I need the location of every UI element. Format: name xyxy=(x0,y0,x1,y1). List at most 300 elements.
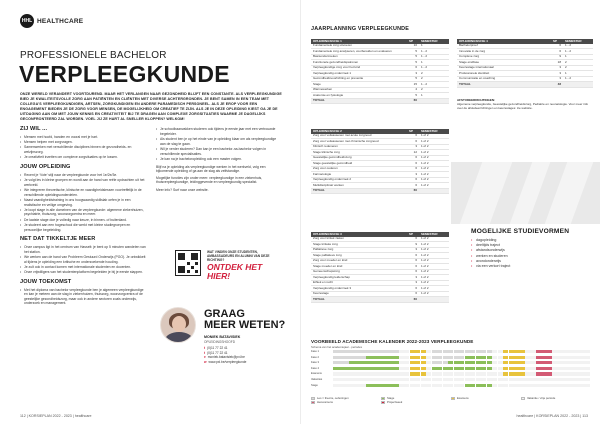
calendar-cell xyxy=(432,356,437,359)
course-semester: 1 of 2 xyxy=(419,166,449,171)
course-credits: 6 xyxy=(407,155,419,160)
list-item: • Je schoolbaanvakken studeren ook tijdens je eerste jaar met een vertrouwde begeleider. xyxy=(156,127,282,136)
course-name: Complexe zorg xyxy=(457,54,551,59)
course-semester: 2 xyxy=(419,87,449,92)
calendar-cell xyxy=(541,384,546,387)
calendar-cell xyxy=(580,356,585,359)
calendar-cell xyxy=(552,367,557,370)
calendar-cell xyxy=(580,372,585,375)
calendar-cell xyxy=(437,384,442,387)
calendar-cell xyxy=(503,356,508,359)
calendar-cell xyxy=(432,350,437,353)
calendar-cell xyxy=(509,372,514,375)
decorative-panel xyxy=(451,162,600,224)
calendar-cell xyxy=(382,378,387,381)
calendar-cell xyxy=(487,356,492,359)
calendar-cell xyxy=(476,367,481,370)
calendar-cell xyxy=(404,350,409,353)
qr-code-icon[interactable] xyxy=(175,250,201,276)
calendar-cell xyxy=(366,361,371,364)
list-item: • Samenwerken met verschillende disciplines binnen de gezondheids- en welzijnszorg. xyxy=(20,145,146,154)
calendar-cell xyxy=(388,361,393,364)
course-name: Stage palliatieve zorg xyxy=(311,253,407,258)
legend-label: Les = theorie, oefeningen xyxy=(317,396,349,400)
calendar-cell xyxy=(448,384,453,387)
calendar-cell xyxy=(344,367,349,370)
calendar-cell xyxy=(492,361,497,364)
calendar-cell xyxy=(454,356,459,359)
calendar-cell xyxy=(410,372,415,375)
course-semester: 2 xyxy=(563,65,593,70)
intro-paragraph: ONZE WERELD VERANDERT VOORTDUREND. MAAR HET VERLANGEN NAAR GEZONDHEID BLIJFT EEN CONSTANTE. ALS VERPLEEGKUNDIGE BIED JE KWALITEITSVOLLE ZORG AAN PATIËNTEN EN CLIËNTEN MET DIVERSE ACHTERGRONDEN. JE BENT SAMEN IN EEN TEAM MET COLLEGA'S VERPLEEGKUNDIGEN, ARTSEN, ZORGKUNDIGEN EN ANDERE PARAMEDISCH PERSONEEL. ALS JE EROP VOOR EEN ENGAGEMENT BIEDEN JE DE ZORG VOOR MENSEN, DE MOGELIJKHEID OM CREATIEF TE ZIJN. ALS JE IN DEZE OPLEIDING KIEST GA JE DE UITDAGING AAN OM MET JOUW KENNIS EN CREATIVITEIT BIJ TE DRAGEN AAN COMPLEXE ZORGSITUATIES WAARME JE DAGELIJKS GECONFRONTEERD ZAL WORDEN. VOEL JIJ ZE HART AL SNELLER KLOPPEN? WELKOM! xyxy=(20,92,282,121)
calendar-cell xyxy=(514,372,519,375)
list-item: • deeltijds traject xyxy=(471,243,595,248)
course-semester: 1 of 2 xyxy=(419,242,449,247)
curriculum-table-phase-1 xyxy=(311,39,449,104)
course-name: Ethiek en recht xyxy=(311,280,407,285)
course-credits: 9 xyxy=(407,242,419,247)
calendar-cell xyxy=(338,378,343,381)
calendar-cell xyxy=(360,361,365,364)
calendar-cell xyxy=(399,356,404,359)
calendar-cell xyxy=(421,372,426,375)
calendar-cell xyxy=(541,372,546,375)
calendar-cell xyxy=(536,350,541,353)
calendar-cell xyxy=(541,361,546,364)
calendar-cell xyxy=(547,350,552,353)
course-name: Gezondheidsvoorlichting en preventie xyxy=(311,76,407,81)
calendar-title: VOORBEELD ACADEMISCHE KALENDER 2022-2023 VERPLEEGKUNDE xyxy=(311,339,474,344)
calendar-cell xyxy=(393,361,398,364)
course-name: Basisonderzoeken xyxy=(311,54,407,59)
calendar-cell xyxy=(410,384,415,387)
calendar-cell xyxy=(459,378,464,381)
calendar-cell xyxy=(558,367,563,370)
calendar-cell xyxy=(415,361,420,364)
curriculum-table-phase-3 xyxy=(311,232,449,303)
table-header-cell: OPLEIDINGSFASE 1 xyxy=(311,39,407,44)
table-total-row xyxy=(311,297,449,302)
calendar-cell xyxy=(349,356,354,359)
calendar-cell xyxy=(333,361,338,364)
calendar-cell xyxy=(558,361,563,364)
course-name: Warmewerken xyxy=(311,87,407,92)
afstudeer-block xyxy=(457,98,593,110)
calendar-row-label: Fase 4 xyxy=(311,366,319,370)
calendar-cell xyxy=(580,367,585,370)
calendar-cell xyxy=(525,378,530,381)
calendar-cell xyxy=(585,367,590,370)
course-credits: 10 xyxy=(407,44,419,49)
calendar-cell xyxy=(465,367,470,370)
total-label: TOTAAL xyxy=(311,297,407,302)
course-credits: 3 xyxy=(407,144,419,149)
callout-cta[interactable]: ONTDEK HET HIER! xyxy=(207,262,263,281)
calendar-cell xyxy=(443,350,448,353)
calendar-cell xyxy=(563,378,568,381)
calendar-cell xyxy=(338,384,343,387)
calendar-cell xyxy=(382,384,387,387)
calendar-cell xyxy=(459,372,464,375)
course-credits: 6 xyxy=(407,291,419,296)
course-credits: 6 xyxy=(551,44,563,49)
calendar-cell xyxy=(547,384,552,387)
calendar-cell xyxy=(448,356,453,359)
course-credits: 3 xyxy=(551,76,563,81)
legend-swatch xyxy=(311,401,315,404)
course-credits: 5 xyxy=(407,49,419,54)
calendar-cell xyxy=(437,356,442,359)
calendar-cell xyxy=(574,367,579,370)
calendar-cell xyxy=(552,384,557,387)
course-name: Stage moeder en kind xyxy=(311,264,407,269)
calendar-cell xyxy=(536,367,541,370)
more-info-link[interactable]: Meer info? Surf naar onze website. xyxy=(156,187,209,192)
course-semester: 1 of 2 xyxy=(419,237,449,242)
calendar-cell xyxy=(382,350,387,353)
calendar-cell xyxy=(552,372,557,375)
calendar-cell xyxy=(563,372,568,375)
list-item: • Met het diploma van bachelor verpleegkunde ben je algemeen verpleegkundige en kan je meteen aan de slag in ziekenhuizen, thuiszorg, woonzorgcentra of de geestelijke gezondheidszorg, maar ook in andere sectoren zoals onderwijs, onderzoek en management. xyxy=(20,288,146,306)
course-credits: 5 xyxy=(407,93,419,98)
course-credits: 18 xyxy=(551,60,563,65)
contact-phone[interactable]: t (0)11 77 22 41 xyxy=(204,346,228,350)
course-semester: 2 xyxy=(419,71,449,76)
calendar-cell xyxy=(349,372,354,375)
legend-item xyxy=(381,400,451,404)
table-header-cell: SEMESTER xyxy=(563,39,593,44)
course-name: Geestelijke gezondheidszorg xyxy=(311,155,407,160)
contact-heading-line2: MEER WETEN? xyxy=(204,319,286,331)
calendar-cell xyxy=(399,372,404,375)
course-name: Farmacologie xyxy=(311,172,407,177)
calendar-cell xyxy=(536,384,541,387)
calendar-cell xyxy=(443,372,448,375)
course-credits: 5 xyxy=(407,60,419,65)
course-semester: 1 - 2 xyxy=(419,82,449,87)
calendar-cell xyxy=(498,378,503,381)
calendar-cells xyxy=(333,356,591,359)
calendar-cell xyxy=(563,367,568,370)
calendar-cell xyxy=(514,384,519,387)
calendar-cell xyxy=(349,350,354,353)
paragraph: Blijf na je opleiding als verpleegkundige werken in het werkveld, volg een bijkomende opleiding of ga aan de slag als zelfstandige. xyxy=(156,164,266,174)
course-credits: 12 xyxy=(407,150,419,155)
course-credits: 3 xyxy=(551,65,563,70)
calendar-cell xyxy=(465,372,470,375)
calendar-cell xyxy=(426,350,431,353)
total-credits: 60 xyxy=(407,188,419,193)
brand-logo[interactable] xyxy=(20,14,83,28)
total-empty xyxy=(419,188,449,193)
contact-website[interactable]: w www.pxl.be/verpleegkunde xyxy=(204,359,247,364)
calendar-cell xyxy=(410,350,415,353)
calendar-cell xyxy=(465,384,470,387)
contact-phone-2[interactable]: t (0)11 77 22 41 xyxy=(204,350,228,355)
course-semester: 1 of 2 xyxy=(419,258,449,263)
calendar-cell xyxy=(333,378,338,381)
calendar-cell xyxy=(393,384,398,387)
calendar-cell xyxy=(454,350,459,353)
calendar-cell xyxy=(514,350,519,353)
calendar-cell xyxy=(541,356,546,359)
list-item: • Mensen met hoofd, handen en vooral met je hart. xyxy=(20,135,146,140)
calendar-cell xyxy=(355,378,360,381)
calendar-cell xyxy=(366,356,371,359)
calendar-cell xyxy=(371,372,376,375)
calendar-cell xyxy=(399,384,404,387)
course-credits: 5 xyxy=(407,54,419,59)
total-credits: 60 xyxy=(407,297,419,302)
calendar-cell xyxy=(536,356,541,359)
calendar-cell xyxy=(585,350,590,353)
course-name: Palliatieve zorg xyxy=(311,247,407,252)
calendar-cell xyxy=(338,372,343,375)
calendar-cell xyxy=(344,356,349,359)
calendar-cell xyxy=(530,384,535,387)
course-name: Bachelorproef xyxy=(457,44,551,49)
calendar-cell xyxy=(547,378,552,381)
ambassador-callout[interactable] xyxy=(175,250,285,295)
calendar-cell xyxy=(519,367,524,370)
calendar-cell xyxy=(536,361,541,364)
course-name: Stage xyxy=(311,82,407,87)
calendar-cell xyxy=(355,367,360,370)
calendar-cell xyxy=(552,350,557,353)
course-credits: 6 xyxy=(407,166,419,171)
calendar-cell xyxy=(498,356,503,359)
calendar-cell xyxy=(530,367,535,370)
calendar-cell xyxy=(541,350,546,353)
course-name: Verpleegkundig onderzoek 1 xyxy=(311,71,407,76)
calendar-cells xyxy=(333,350,591,353)
calendar-cell xyxy=(525,356,530,359)
program-kicker: PROFESSIONELE BACHELOR xyxy=(20,50,167,61)
course-name: Verpleegkundige zorg voor het kind xyxy=(311,65,407,70)
phone-icon: t xyxy=(204,350,206,355)
footer-left: 112 | KORSIEPLAN 2022 - 2023 | healthcare xyxy=(20,414,92,418)
calendar-cell xyxy=(421,384,426,387)
calendar-cell xyxy=(421,361,426,364)
calendar-cell xyxy=(454,378,459,381)
calendar-cell xyxy=(580,350,585,353)
calendar-cell xyxy=(366,367,371,370)
course-semester: 1 xyxy=(419,60,449,65)
calendar-cell xyxy=(558,372,563,375)
calendar-cell xyxy=(563,356,568,359)
calendar-cell xyxy=(360,378,365,381)
calendar-cell xyxy=(410,367,415,370)
course-semester: 1 of 2 xyxy=(419,134,449,139)
course-name: Verpleegkundig onderzoek 2 xyxy=(311,177,407,182)
calendar-cell xyxy=(509,350,514,353)
course-credits: 6 xyxy=(407,253,419,258)
calendar-cell xyxy=(580,378,585,381)
course-name: Stage kritieke zorg xyxy=(311,242,407,247)
list-zij-wil xyxy=(20,135,146,160)
calendar-cell xyxy=(399,378,404,381)
calendar-cell xyxy=(487,361,492,364)
calendar-cell xyxy=(382,367,387,370)
calendar-cell xyxy=(382,356,387,359)
list-jouw-toekomst xyxy=(20,288,146,306)
course-name: Gemeenschapszorg xyxy=(311,269,407,274)
calendar-cell xyxy=(509,384,514,387)
calendar-cell xyxy=(547,372,552,375)
course-name: Zorg voor ouderen xyxy=(311,166,407,171)
course-name: Keuzestage internationaal xyxy=(457,65,551,70)
calendar-cells xyxy=(333,378,591,381)
calendar-row-label: Examens xyxy=(311,372,322,376)
calendar-cell xyxy=(344,361,349,364)
table-header-cell: OPLEIDINGSFASE 2 xyxy=(311,129,407,134)
course-name: Multidisciplinair werken xyxy=(311,183,407,188)
calendar-cell xyxy=(574,372,579,375)
calendar-cell xyxy=(360,372,365,375)
calendar-cell xyxy=(487,384,492,387)
table-total-row xyxy=(311,188,449,193)
total-empty xyxy=(563,82,593,87)
calendar-cell xyxy=(481,384,486,387)
academic-calendar xyxy=(311,350,597,392)
list-item: • Je zult ook in contact komen met internationale studenten en docenten. xyxy=(20,265,146,270)
calendar-cell xyxy=(498,372,503,375)
calendar-cell xyxy=(338,361,343,364)
calendar-cell xyxy=(388,350,393,353)
course-name: Innovatie in de zorg xyxy=(457,49,551,54)
list-item: • werken en studeren xyxy=(471,254,595,259)
calendar-cell xyxy=(349,384,354,387)
calendar-cell xyxy=(498,350,503,353)
legend-item xyxy=(311,400,381,404)
calendar-cell xyxy=(360,350,365,353)
contact-role: OPLEIDINGSHOOFD xyxy=(204,340,235,344)
calendar-cell xyxy=(448,350,453,353)
calendar-cell xyxy=(530,372,535,375)
calendar-cell xyxy=(371,384,376,387)
calendar-cell xyxy=(552,356,557,359)
calendar-cell xyxy=(487,350,492,353)
calendar-row-label: Fase 3 xyxy=(311,361,319,365)
calendar-cell xyxy=(432,361,437,364)
section-heading-net-dat-tikkeltje-meer: NET DAT TIKKELTJE MEER xyxy=(20,236,96,243)
course-semester: 1 of 2 xyxy=(419,155,449,160)
contact-card xyxy=(160,307,290,387)
contact-email[interactable]: e moniek.batavisiek@pxl.be xyxy=(204,355,245,360)
calendar-cell xyxy=(552,378,557,381)
calendar-cell xyxy=(426,384,431,387)
course-semester: 1 xyxy=(563,71,593,76)
calendar-cell xyxy=(393,378,398,381)
calendar-cell xyxy=(404,356,409,359)
list-item: • Onze vrijwilligers van het studentenplatform begeleiden je bij je eerste stappen. xyxy=(20,270,146,275)
calendar-cell xyxy=(377,372,382,375)
calendar-cell xyxy=(393,356,398,359)
calendar-cell xyxy=(333,350,338,353)
calendar-cell xyxy=(492,356,497,359)
course-name: Functionele gezondheidspatronen xyxy=(311,60,407,65)
calendar-cell xyxy=(448,378,453,381)
calendar-cell xyxy=(421,367,426,370)
calendar-cell xyxy=(333,372,338,375)
legend-label: Herexamens xyxy=(317,400,333,404)
calendar-cell xyxy=(415,384,420,387)
section-heading-jouw-opleiding: JOUW OPLEIDING xyxy=(20,163,71,170)
calendar-cell xyxy=(382,361,387,364)
calendar-cell xyxy=(421,350,426,353)
calendar-cell xyxy=(437,372,442,375)
legend-label: Stage xyxy=(387,396,395,400)
calendar-cell xyxy=(492,350,497,353)
table-header-cell: SP xyxy=(407,232,419,237)
course-credits: 9 xyxy=(551,54,563,59)
calendar-cell xyxy=(465,356,470,359)
calendar-cell xyxy=(443,367,448,370)
calendar-cell xyxy=(574,361,579,364)
program-title: VERPLEEGKUNDE xyxy=(19,61,230,87)
contact-details xyxy=(204,346,246,364)
course-name: Stage eindfase xyxy=(457,60,551,65)
calendar-cell xyxy=(344,384,349,387)
calendar-cell xyxy=(360,384,365,387)
calendar-cell xyxy=(355,384,360,387)
course-name: Communicatie en coaching xyxy=(457,76,551,81)
calendar-cell xyxy=(498,361,503,364)
calendar-cell xyxy=(404,361,409,364)
section-heading-jouw-toekomst: JOUW TOEKOMST xyxy=(20,279,72,285)
section-heading-zij-wil: ZIJ WIL ... xyxy=(20,126,48,132)
calendar-cell xyxy=(355,356,360,359)
list-item: • Wil je verder studeren? Dan kan je een bachelor-na-bachelor volgen in verschillende specialisaties. xyxy=(156,147,282,156)
phone-icon: t xyxy=(204,346,206,350)
study-forms xyxy=(471,228,595,269)
calendar-cell xyxy=(563,350,568,353)
table-header-cell: SEMESTER xyxy=(419,232,449,237)
course-semester: 1 - 2 xyxy=(419,65,449,70)
calendar-cell xyxy=(415,378,420,381)
course-credits: 6 xyxy=(407,139,419,144)
calendar-cell xyxy=(503,350,508,353)
calendar-cell xyxy=(519,384,524,387)
calendar-cell xyxy=(569,367,574,370)
course-credits: 3 xyxy=(407,247,419,252)
calendar-cell xyxy=(514,361,519,364)
legend-item xyxy=(451,396,521,400)
list-item: • Recent je ‘Vote’ stijl naar de verpleegkunde voor het 1e/2e/3e. xyxy=(20,173,146,178)
calendar-cell xyxy=(476,350,481,353)
calendar-cell xyxy=(338,367,343,370)
course-credits: 6 xyxy=(407,237,419,242)
calendar-cell xyxy=(503,378,508,381)
course-name: Zorg voor moeder en kind xyxy=(311,258,407,263)
calendar-cell xyxy=(454,372,459,375)
calendar-cell xyxy=(563,384,568,387)
calendar-cell xyxy=(399,361,404,364)
calendar-cell xyxy=(476,356,481,359)
calendar-cell xyxy=(519,356,524,359)
course-semester: 1 of 2 xyxy=(419,177,449,182)
calendar-cell xyxy=(558,356,563,359)
contact-heading-line1: GRAAG xyxy=(204,308,245,320)
course-name: Klinisch redeneren xyxy=(311,144,407,149)
table-header-cell: OPLEIDINGSFASE 4 xyxy=(457,39,551,44)
course-semester: 1 of 2 xyxy=(419,275,449,280)
calendar-cell xyxy=(459,350,464,353)
calendar-cell xyxy=(388,384,393,387)
calendar-cell xyxy=(585,372,590,375)
legend-swatch xyxy=(381,401,385,404)
course-credits: 3 xyxy=(551,71,563,76)
